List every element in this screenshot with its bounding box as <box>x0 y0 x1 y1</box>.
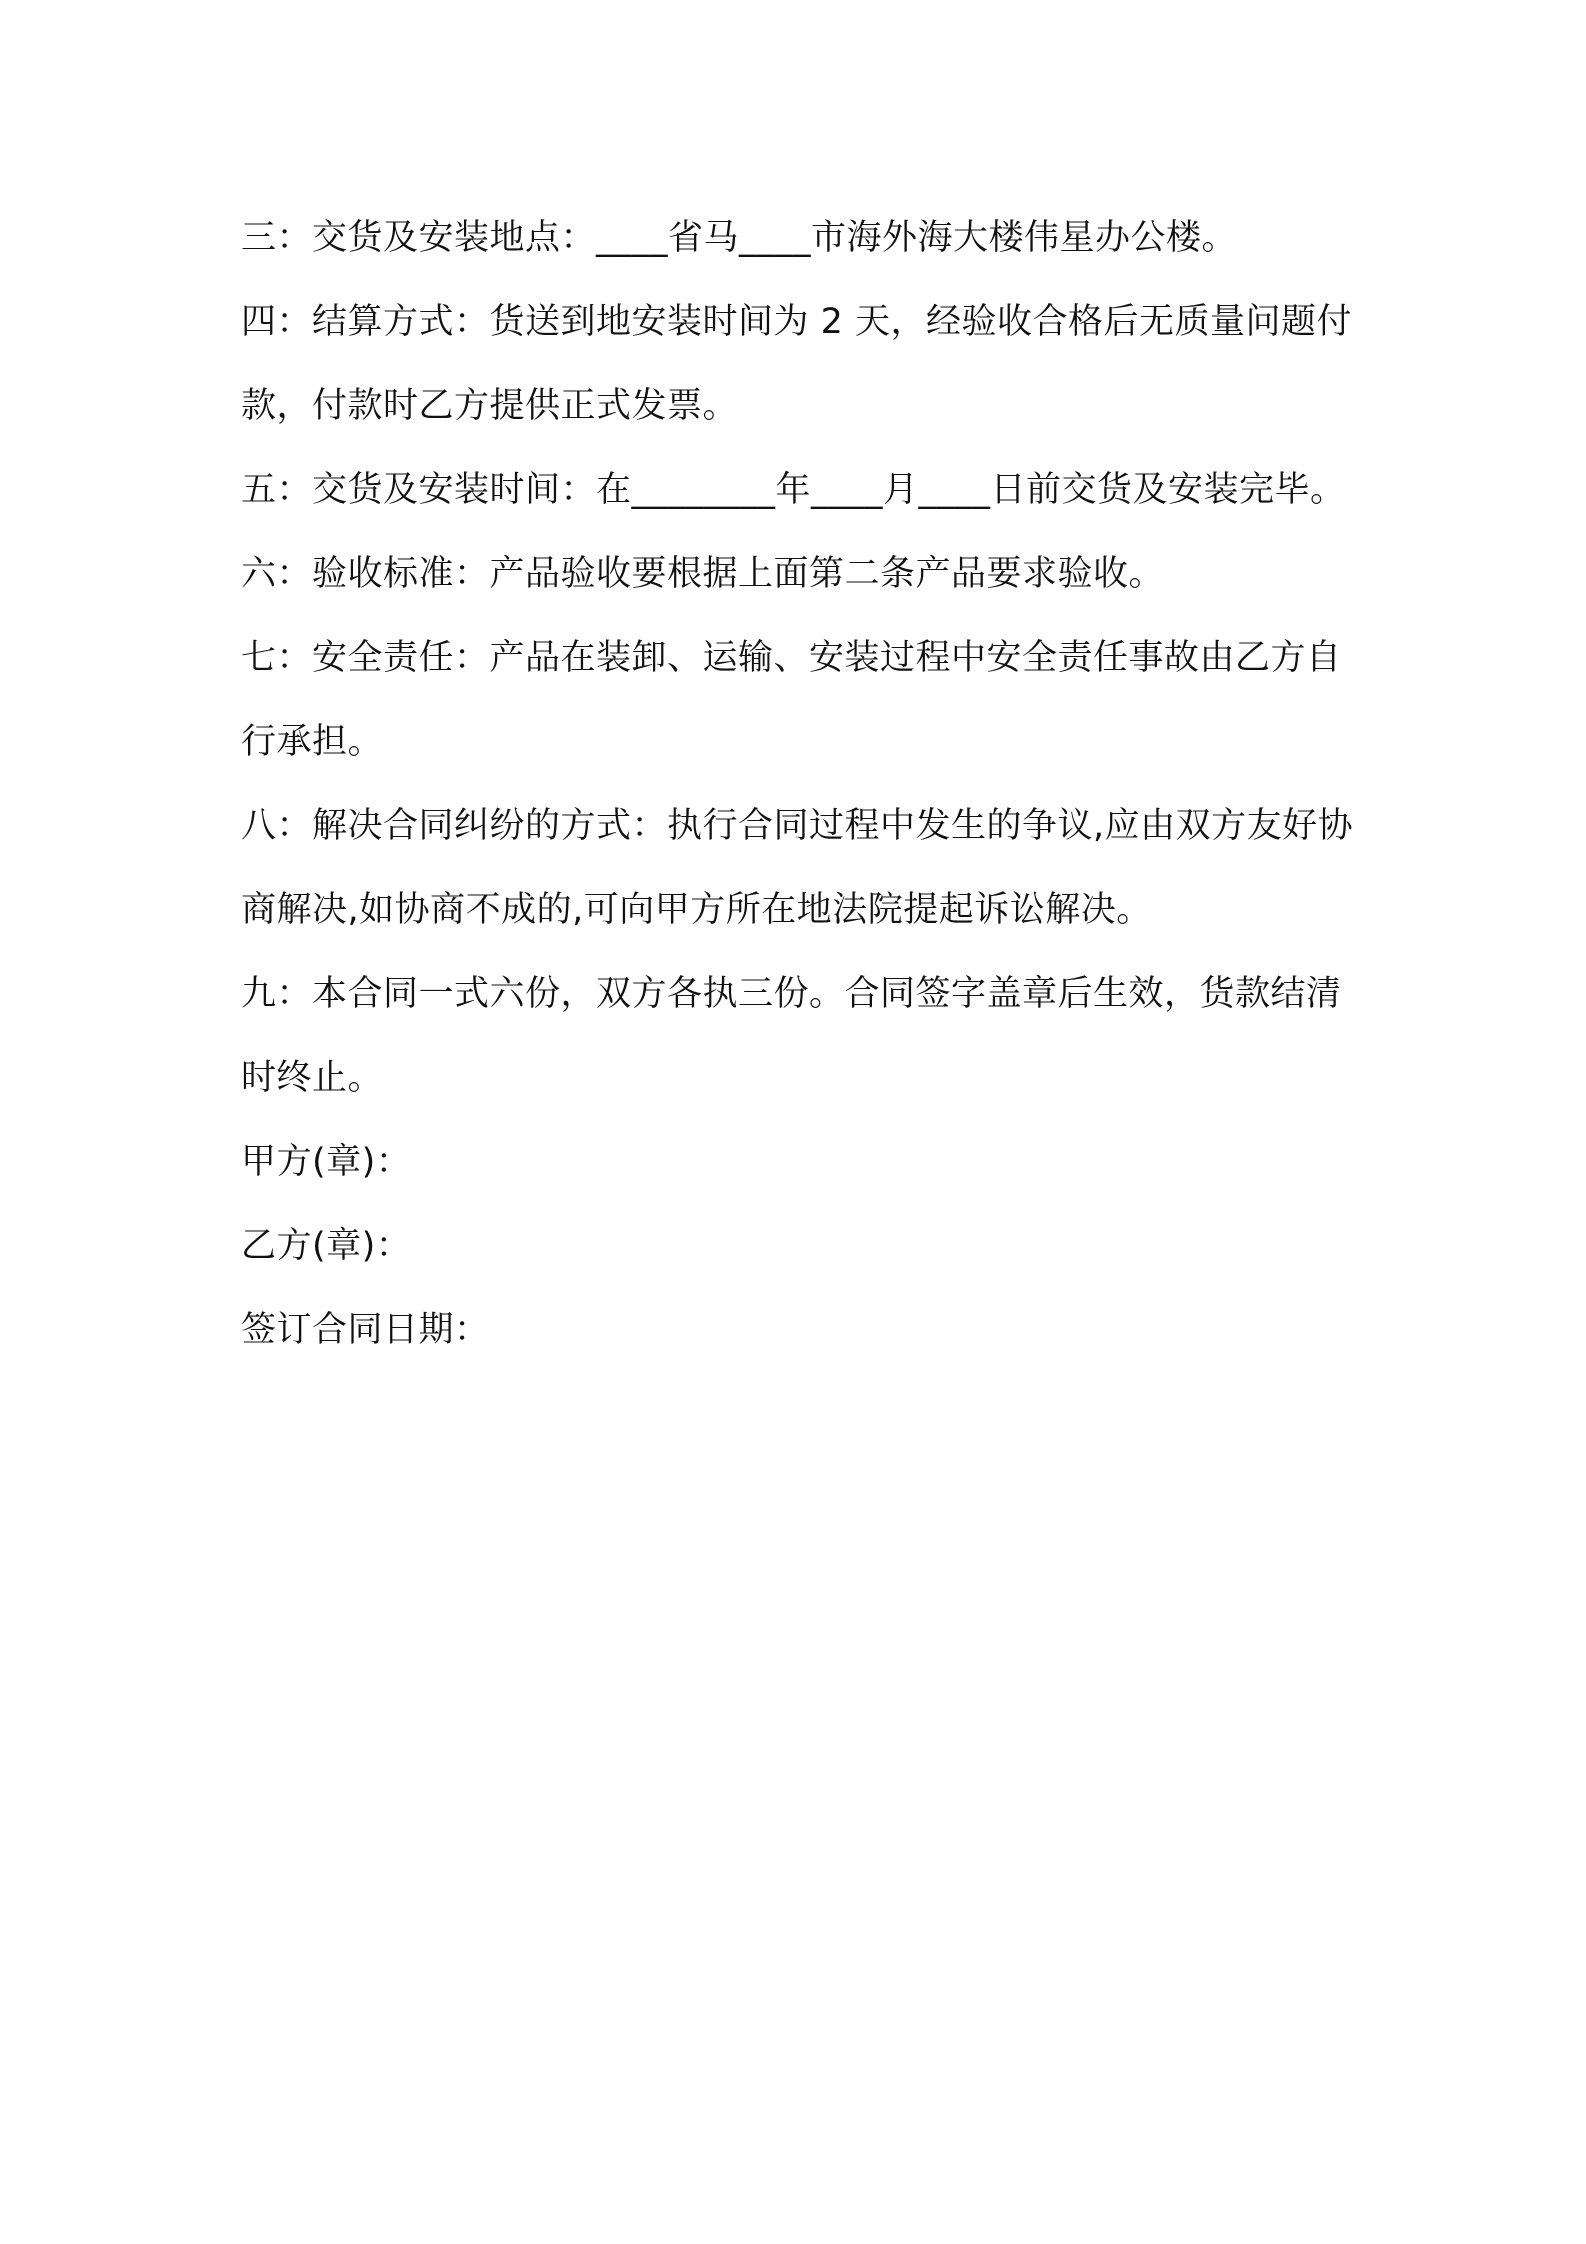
signature-date: 签订合同日期： <box>241 1310 490 1350</box>
clause-3-delivery-location: 三：交货及安装地点：____省马____市海外海大楼伟星办公楼。 <box>241 218 1238 258</box>
signature-party-a: 甲方(章)： <box>241 1142 412 1182</box>
clause-7-safety-responsibility: 七：安全责任：产品在装卸、运输、安装过程中安全责任事故由乙方自行承担。 <box>241 638 1342 762</box>
clause-8-dispute-resolution: 八：解决合同纠纷的方式：执行合同过程中发生的争议,应由双方友好协商解决,如协商不成的,可向甲方所在地法院提起诉讼解决。 <box>241 806 1354 930</box>
clause-9-copies-validity: 九：本合同一式六份，双方各执三份。合同签字盖章后生效，货款结清时终止。 <box>241 974 1342 1098</box>
document-body <box>241 196 1361 1372</box>
clause-5-6-delivery-time-acceptance: 五：交货及安装时间：在________年____月____日前交货及安装完毕。六：验收标准：产品验收要根据上面第二条产品要求验收。 <box>241 470 1346 594</box>
signature-party-b: 乙方(章)： <box>241 1226 412 1266</box>
clause-4-settlement: 四：结算方式：货送到地安装时间为 2 天，经验收合格后无质量问题付款，付款时乙方提供正式发票。 <box>241 302 1353 426</box>
